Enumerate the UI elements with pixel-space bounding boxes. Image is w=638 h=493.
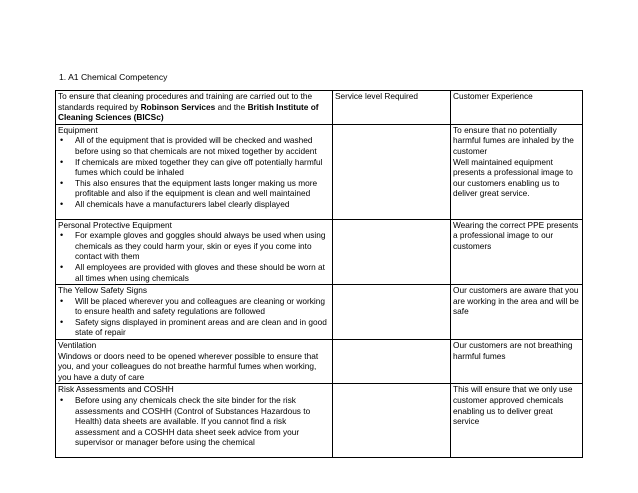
service-level-cell xyxy=(333,285,451,340)
customer-experience-cell: Wearing the correct PPE presents a professional image to our customers xyxy=(451,219,583,285)
section-title: Equipment xyxy=(58,124,98,135)
table-row xyxy=(56,384,583,458)
customer-experience-cell: Our customers are not breathing harmful fumes xyxy=(451,340,583,384)
section-title: Ventilation xyxy=(58,340,97,351)
bullet-item: • Will be placed wherever you and colleagues are cleaning or working to ensure health and safety regulations are followed xyxy=(58,296,330,317)
bullet-item: • For example gloves and goggles should always be used when using chemicals as they could harm your, skin or eyes if you come into contact with them xyxy=(58,230,330,262)
table-row xyxy=(56,124,583,219)
bullet-item: • All employees are provided with gloves and these should be worn at all times when using chemicals xyxy=(58,262,330,283)
section-title: Personal Protective Equipment xyxy=(58,219,172,230)
intro-text: To ensure that cleaning procedures and training are carried out to the standards required by xyxy=(58,91,313,112)
service-level-header: Service level Required xyxy=(333,91,451,125)
table-row xyxy=(56,219,583,285)
section-text: Windows or doors need to be opened wherever possible to ensure that you, and your colleagues do not breathe harmful fumes when working, you have a duty of care xyxy=(58,350,319,382)
competency-table xyxy=(55,90,583,458)
section-cell xyxy=(56,219,333,285)
bullet-item: • If chemicals are mixed together they can give off potentially harmful fumes which could be inhaled xyxy=(58,157,330,178)
customer-experience-cell: Our customers are aware that you are working in the area and will be safe xyxy=(451,285,583,340)
bullet-item: • Safety signs displayed in prominent areas and are clean and in good state of repair xyxy=(58,317,330,338)
customer-experience-cell: This will ensure that we only use customer approved chemicals enabling us to deliver great service xyxy=(451,384,583,458)
customer-experience-cell xyxy=(451,124,583,219)
customer-line: To ensure that no potentially harmful fumes are inhaled by the customer xyxy=(453,124,574,156)
service-level-cell xyxy=(333,124,451,219)
bullet-list xyxy=(58,135,330,209)
service-level-cell xyxy=(333,384,451,458)
bullet-item: • This also ensures that the equipment lasts longer making us more profitable and also if the equipment is clean and well maintained xyxy=(58,178,330,199)
bullet-list xyxy=(58,296,330,338)
service-level-cell xyxy=(333,219,451,285)
bullet-list xyxy=(58,395,330,448)
org-name: Robinson Services xyxy=(140,101,216,112)
bullet-item: • All of the equipment that is provided will be checked and washed before using so that chemicals are not mixed together by accident xyxy=(58,135,330,156)
bullet-item: • Before using any chemicals check the site binder for the risk assessments and COSHH (Control of Substances Hazardous to Health) data sheets are available. If you cannot find a risk assessment and a COSHH data sheet seek advice from your supervisor or manager before using the chemical xyxy=(58,395,330,448)
intro-and: and the xyxy=(215,101,248,112)
section-cell xyxy=(56,340,333,384)
intro-cell xyxy=(56,91,333,125)
section-cell xyxy=(56,384,333,458)
bullet-list xyxy=(58,230,330,283)
section-cell xyxy=(56,285,333,340)
section-title: The Yellow Safety Signs xyxy=(58,285,148,296)
section-title: Risk Assessments and COSHH xyxy=(58,384,174,395)
table-row xyxy=(56,285,583,340)
section-cell xyxy=(56,124,333,219)
institute-name: British Institute of Cleaning Sciences (BICSc) xyxy=(58,101,319,123)
table-header-row xyxy=(56,91,583,125)
document-heading: 1. A1 Chemical Competency xyxy=(59,72,168,82)
customer-line: Well maintained equipment presents a professional image to our customers enabling us to deliver great service. xyxy=(453,156,573,199)
customer-experience-header: Customer Experience xyxy=(451,91,583,125)
service-level-cell xyxy=(333,340,451,384)
table-row xyxy=(56,340,583,384)
bullet-item: • All chemicals have a manufacturers label clearly displayed xyxy=(58,199,330,210)
